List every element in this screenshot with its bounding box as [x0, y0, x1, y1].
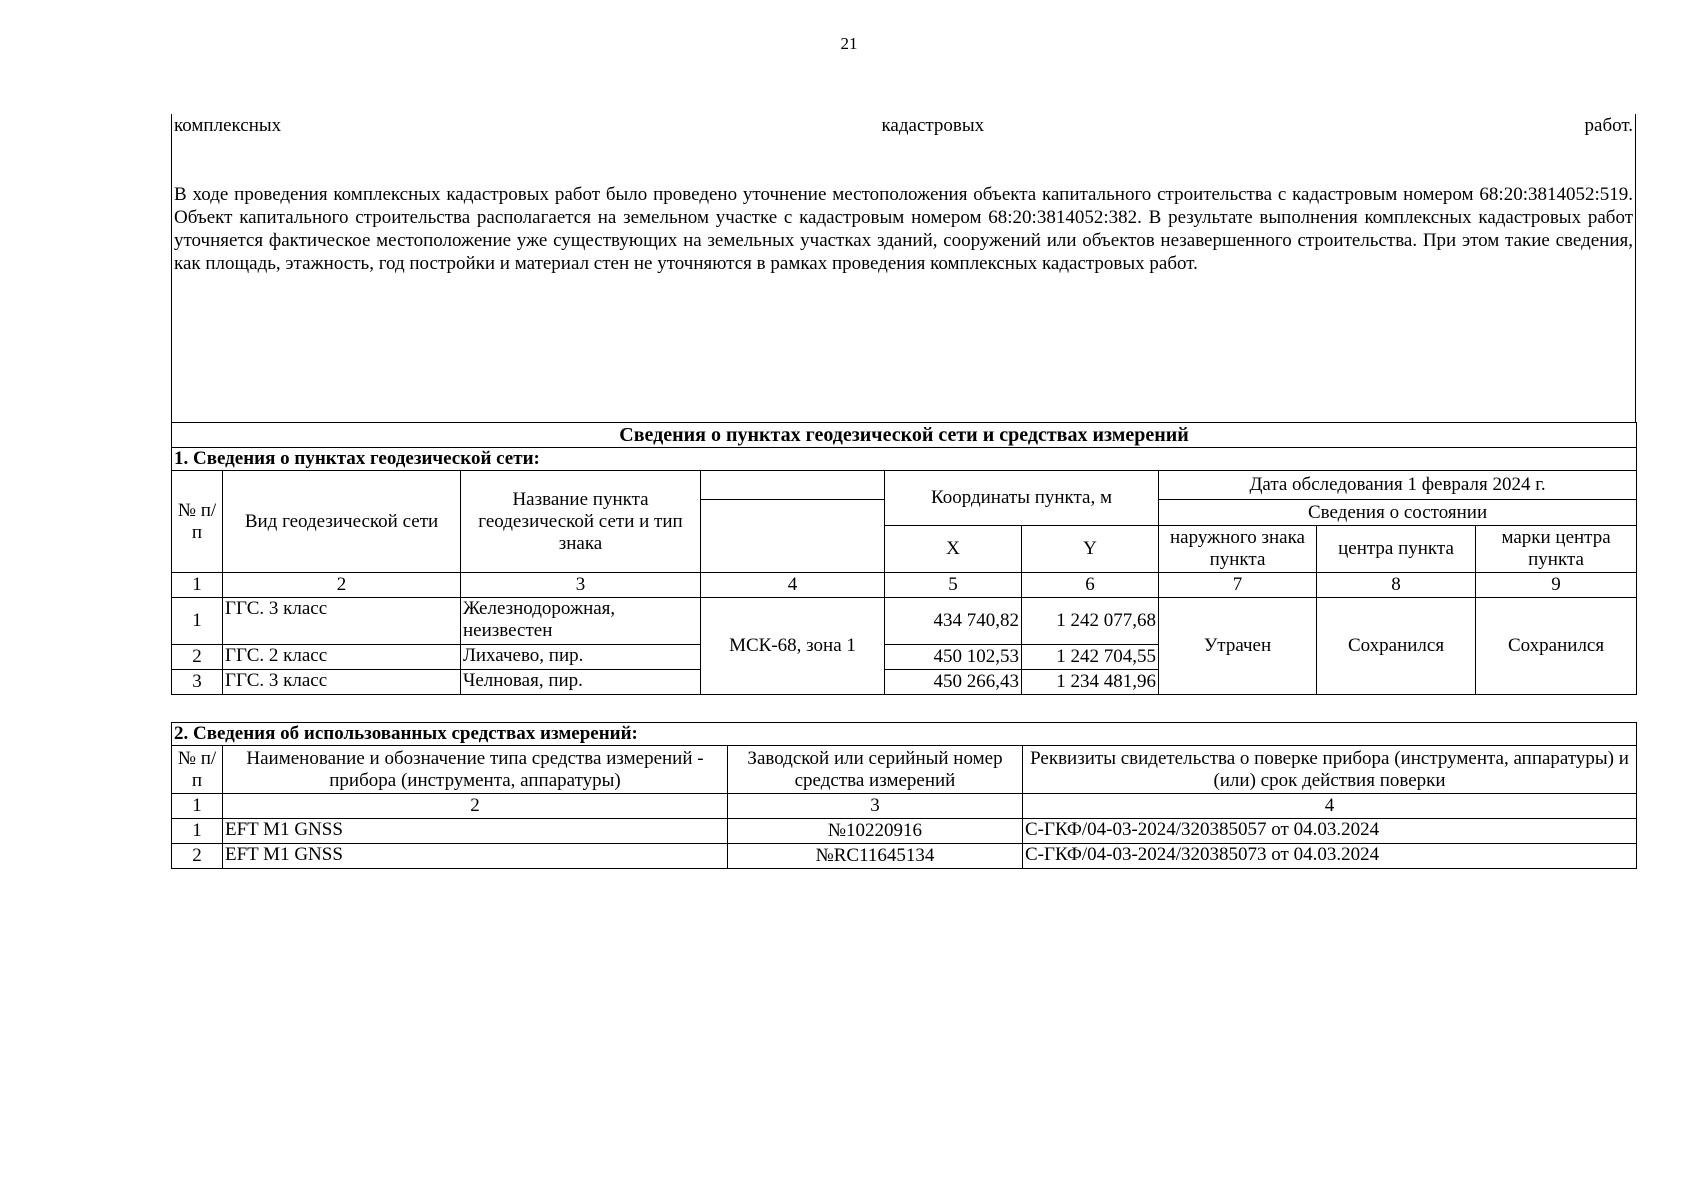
row-network: ГГС. 3 класс — [223, 598, 461, 645]
row-network: ГГС. 3 класс — [223, 670, 461, 695]
instr-row-num: 2 — [172, 844, 223, 869]
section-title: Сведения о пунктах геодезической сети и средствах измерений — [172, 423, 1637, 448]
header-survey-date: Дата обследования 1 февраля 2024 г. — [1159, 471, 1637, 500]
instr-header-num: № п/п — [172, 746, 223, 794]
intro-paragraph: В ходе проведения комплексных кадастровых работ было проведено уточнение местоположения объекта капитального строительства с кадастровым номером 68:20:3814052:519. Объект капитального строительства располагается на земельном участке с кадастровым номером 68:20:3814052:382. В результате выполнения комплексных кадастровых работ уточняется фактическое местоположение уже существующих на земельных участках зданий, сооружений или объектов незавершенного строительства. При этом такие сведения, как площадь, этажность, год постройки и материал стен не уточняются в рамках проведения комплексных кадастровых работ. — [174, 184, 1633, 274]
instr-row-certificate: С-ГКФ/04-03-2024/320385073 от 04.03.2024 — [1023, 844, 1637, 869]
instr-row-certificate: С-ГКФ/04-03-2024/320385057 от 04.03.2024 — [1023, 819, 1637, 844]
status-center-mark: Сохранился — [1476, 598, 1637, 695]
geodetic-section-heading: 1. Сведения о пунктах геодезической сети: — [172, 448, 1637, 471]
row-x: 450 266,43 — [885, 670, 1022, 695]
column-number: 8 — [1317, 573, 1476, 598]
row-num: 2 — [172, 645, 223, 670]
row-x: 450 102,53 — [885, 645, 1022, 670]
column-number: 7 — [1159, 573, 1317, 598]
header-outer-mark: наружного знака пункта — [1159, 526, 1317, 573]
row-point-name: Челновая, пир. — [461, 670, 701, 695]
column-number: 9 — [1476, 573, 1637, 598]
table-row — [172, 844, 1637, 869]
instr-row-serial: №10220916 — [728, 819, 1023, 844]
status-outer-mark: Утрачен — [1159, 598, 1317, 695]
status-center: Сохранился — [1317, 598, 1476, 695]
header-network-type: Вид геодезической сети — [223, 471, 461, 573]
header-coordinates: Координаты пункта, м — [885, 471, 1159, 526]
instr-header-certificate: Реквизиты свидетельства о поверке прибора (инструмента, аппаратуры) и (или) срок действия поверки — [1023, 746, 1637, 794]
intro-first-line — [174, 114, 1633, 138]
instruments-section-heading: 2. Сведения об использованных средствах измерений: — [172, 723, 1637, 746]
instruments-table — [171, 722, 1637, 869]
column-number: 5 — [885, 573, 1022, 598]
header-condition: Сведения о состоянии — [1159, 500, 1637, 526]
column-number-row — [172, 573, 1637, 598]
column-number: 1 — [172, 573, 223, 598]
row-num: 3 — [172, 670, 223, 695]
column-number: 2 — [223, 794, 728, 819]
column-number: 2 — [223, 573, 461, 598]
row-point-name: Лихачево, пир. — [461, 645, 701, 670]
intro-word-3: работ. — [1584, 115, 1633, 136]
header-point-name: Название пункта геодезической сети и тип знака — [461, 471, 701, 573]
table-row — [172, 819, 1637, 844]
table-row — [172, 598, 1637, 645]
instr-header-name: Наименование и обозначение типа средства измерений - прибора (инструмента, аппаратуры) — [223, 746, 728, 794]
intro-word-2: кадастровых — [881, 115, 985, 136]
header-center-mark: марки центра пункта — [1476, 526, 1637, 573]
header-coord-system-blank — [701, 471, 885, 500]
row-y: 1 242 077,68 — [1022, 598, 1159, 645]
row-network: ГГС. 2 класс — [223, 645, 461, 670]
column-number-row — [172, 794, 1637, 819]
header-coord-system-cell — [701, 500, 885, 573]
header-x: X — [885, 526, 1022, 573]
row-y: 1 234 481,96 — [1022, 670, 1159, 695]
column-number: 4 — [701, 573, 885, 598]
header-center: центра пункта — [1317, 526, 1476, 573]
instr-row-num: 1 — [172, 819, 223, 844]
instr-row-name: EFT M1 GNSS — [223, 844, 728, 869]
row-point-name: Железнодорожная, неизвестен — [461, 598, 701, 645]
header-y: Y — [1022, 526, 1159, 573]
instr-header-serial: Заводской или серийный номер средства измерений — [728, 746, 1023, 794]
column-number: 3 — [461, 573, 701, 598]
instr-row-serial: №RC11645134 — [728, 844, 1023, 869]
column-number: 3 — [728, 794, 1023, 819]
instr-row-name: EFT M1 GNSS — [223, 819, 728, 844]
column-number: 4 — [1023, 794, 1637, 819]
row-x: 434 740,82 — [885, 598, 1022, 645]
row-y: 1 242 704,55 — [1022, 645, 1159, 670]
intro-word-1: комплексных — [174, 115, 282, 136]
header-num: № п/п — [172, 471, 223, 573]
page-number: 21 — [840, 34, 858, 53]
column-number: 6 — [1022, 573, 1159, 598]
intro-text-block — [171, 114, 1636, 422]
coord-system: МСК-68, зона 1 — [701, 598, 885, 695]
row-num: 1 — [172, 598, 223, 645]
column-number: 1 — [172, 794, 223, 819]
geodetic-network-table — [171, 422, 1637, 695]
